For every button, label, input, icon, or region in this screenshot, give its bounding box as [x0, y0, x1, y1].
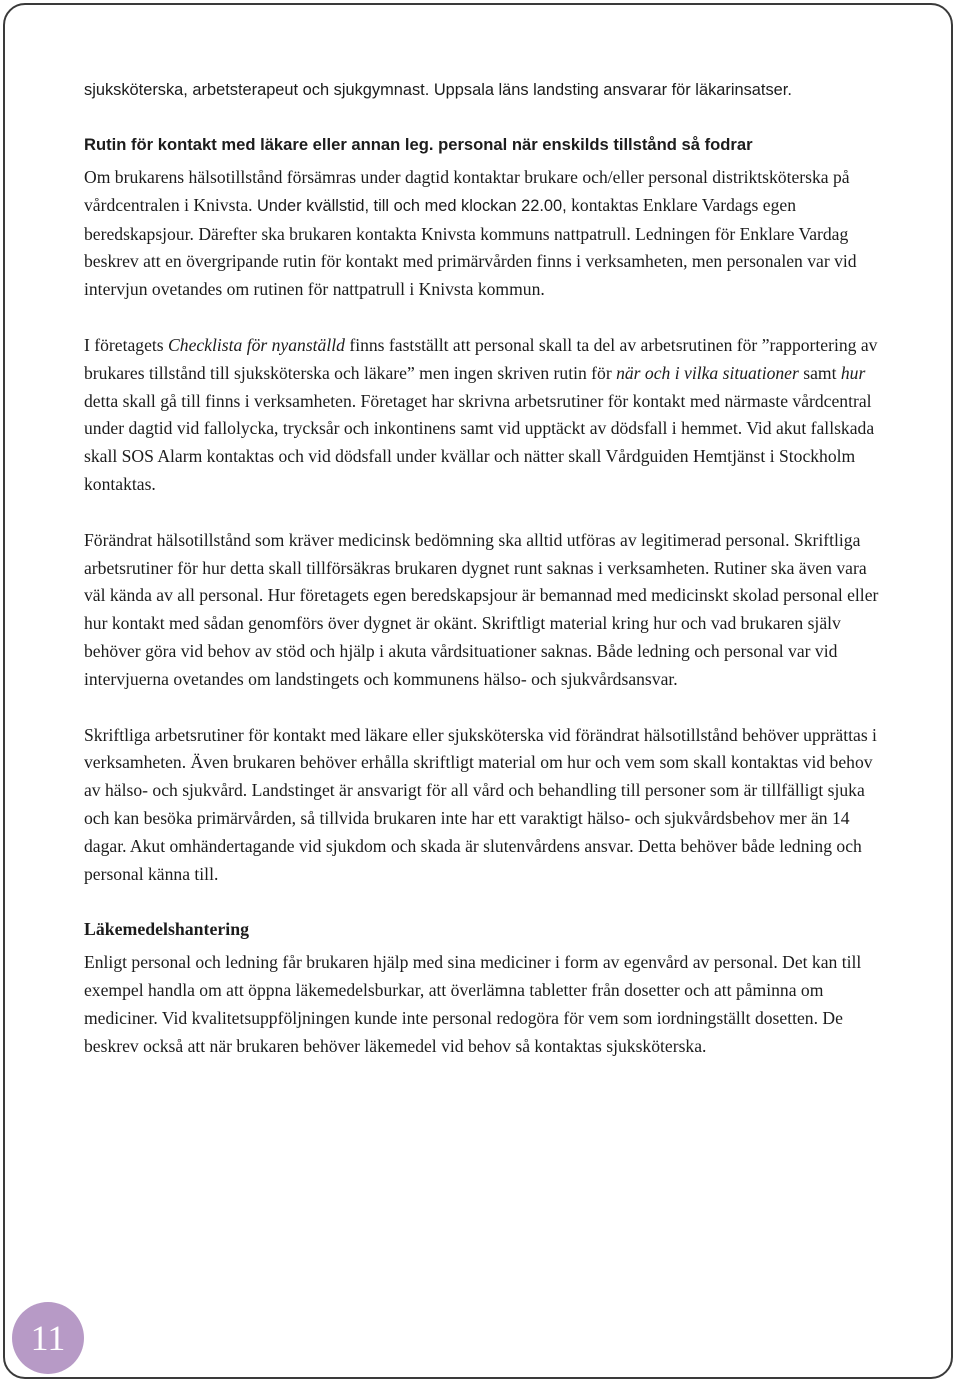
text-span: kontaktas Enklare Vardags egen beredskapsjour. Därefter ska brukaren kontakta Knivsta kommuns nattpatrull. Ledningen för Enklare Vardag beskrev att en övergripande rutin för kontakt med primärvården finns i verksamheten, men personalen var vid intervjun ovetandes om rutinen för nattpatrull i Knivsta kommun.	[84, 194, 857, 300]
text-span: detta skall gå till finns i verksamheten. Företaget har skrivna arbetsrutiner för kontakt med närmaste vårdcentral under dagtid vid fallolycka, trycksår och inkontinens samt vid upptäckt av dödsfall i hemmet. Vid akut fallskada skall SOS Alarm kontaktas och vid dödsfall under kvällar och nätter skall Vårdguiden Hemtjänst i Stockholm kontaktas.	[84, 390, 875, 494]
paragraph-medication: Enligt personal och ledning får brukaren hjälp med sina mediciner i form av egenvård av personal. Det kan till exempel handla om att öppna läkemedelsburkar, att överlämna tabletter från dosetter och att påminna om mediciner. Vid kvalitetsuppföljningen kunde inte personal redogöra för vem som iordningställt dosetten. De beskrev också att när brukaren behöver läkemedel vid behov så kontaktas sjuksköterska.	[84, 952, 862, 1056]
paragraph-health-status: Förändrat hälsotillstånd som kräver medicinsk bedömning ska alltid utföras av legitimerad personal. Skriftliga arbetsrutiner för hur detta skall tillförsäkras brukaren dygnet runt saknas i verksamheten. Rutiner ska även vara väl kända av all personal. Hur företagets egen beredskapsjour är bemannad med medicinskt skolad personal eller hur kontakt med sådan genomförs över dygnet är okänt. Skriftligt material kring hur och vad brukaren själv behöver göra vid behov av stöd och hjälp i akuta vårdsituationer saknas. Både ledning och personal var vid intervjuerna ovetandes om landstingets och kommunens hälso- och sjukvårdsansvar.	[84, 529, 879, 689]
paragraph-contact-routine	[84, 164, 884, 304]
paragraph-written-routines: Skriftliga arbetsrutiner för kontakt med läkare eller sjuksköterska vid förändrat hälsotillstånd behöver upprättas i verksamheten. Även brukaren behöver erhålla skriftligt material om hur och vem som skall kontaktas vid behov av hälso- och sjukvård. Landstinget är ansvarigt för all vård och behandling till personer som är tillfälligt sjuka och kan besöka primärvården, så tillvida brukaren inte har ett varaktigt hälso- och sjukvårdsbehov mer än 14 dagar. Akut omhändertagande vid sjukdom och skada är slutenvårdens ansvar. Detta behöver både ledning och personal känna till.	[84, 724, 877, 884]
text-span: finns fastställt att personal skall ta del av arbetsrutinen för ”rapportering av brukares tillstånd till sjuksköterska och läkare” men ingen skriven rutin för	[84, 334, 878, 383]
text-span: samt	[798, 362, 841, 383]
italic-text: hur	[840, 362, 866, 383]
paragraph-checklist	[84, 332, 884, 499]
page-number-badge	[12, 1302, 84, 1374]
section-heading-contact-routine: Rutin för kontakt med läkare eller annan leg. personal när enskilds tillstånd så fodrar	[84, 135, 753, 154]
page-number: 11	[30, 1318, 66, 1358]
intro-paragraph: sjuksköterska, arbetsterapeut och sjukgymnast. Uppsala läns landsting ansvarar för läkarinsatser.	[84, 81, 792, 99]
italic-text: när och i vilka situationer	[616, 362, 799, 383]
section-heading-medication: Läkemedelshantering	[84, 919, 249, 940]
text-span-sans: Under kvällstid, till och med klockan 22.00,	[256, 196, 567, 215]
document-body	[84, 78, 884, 1061]
italic-text: Checklista för nyanställd	[168, 334, 345, 355]
text-span: Om brukarens hälsotillstånd försämras under dagtid kontaktar brukare och/eller personal distriktsköterska på vårdcentralen i Knivsta.	[84, 167, 850, 215]
text-span: I företagets	[84, 334, 169, 355]
